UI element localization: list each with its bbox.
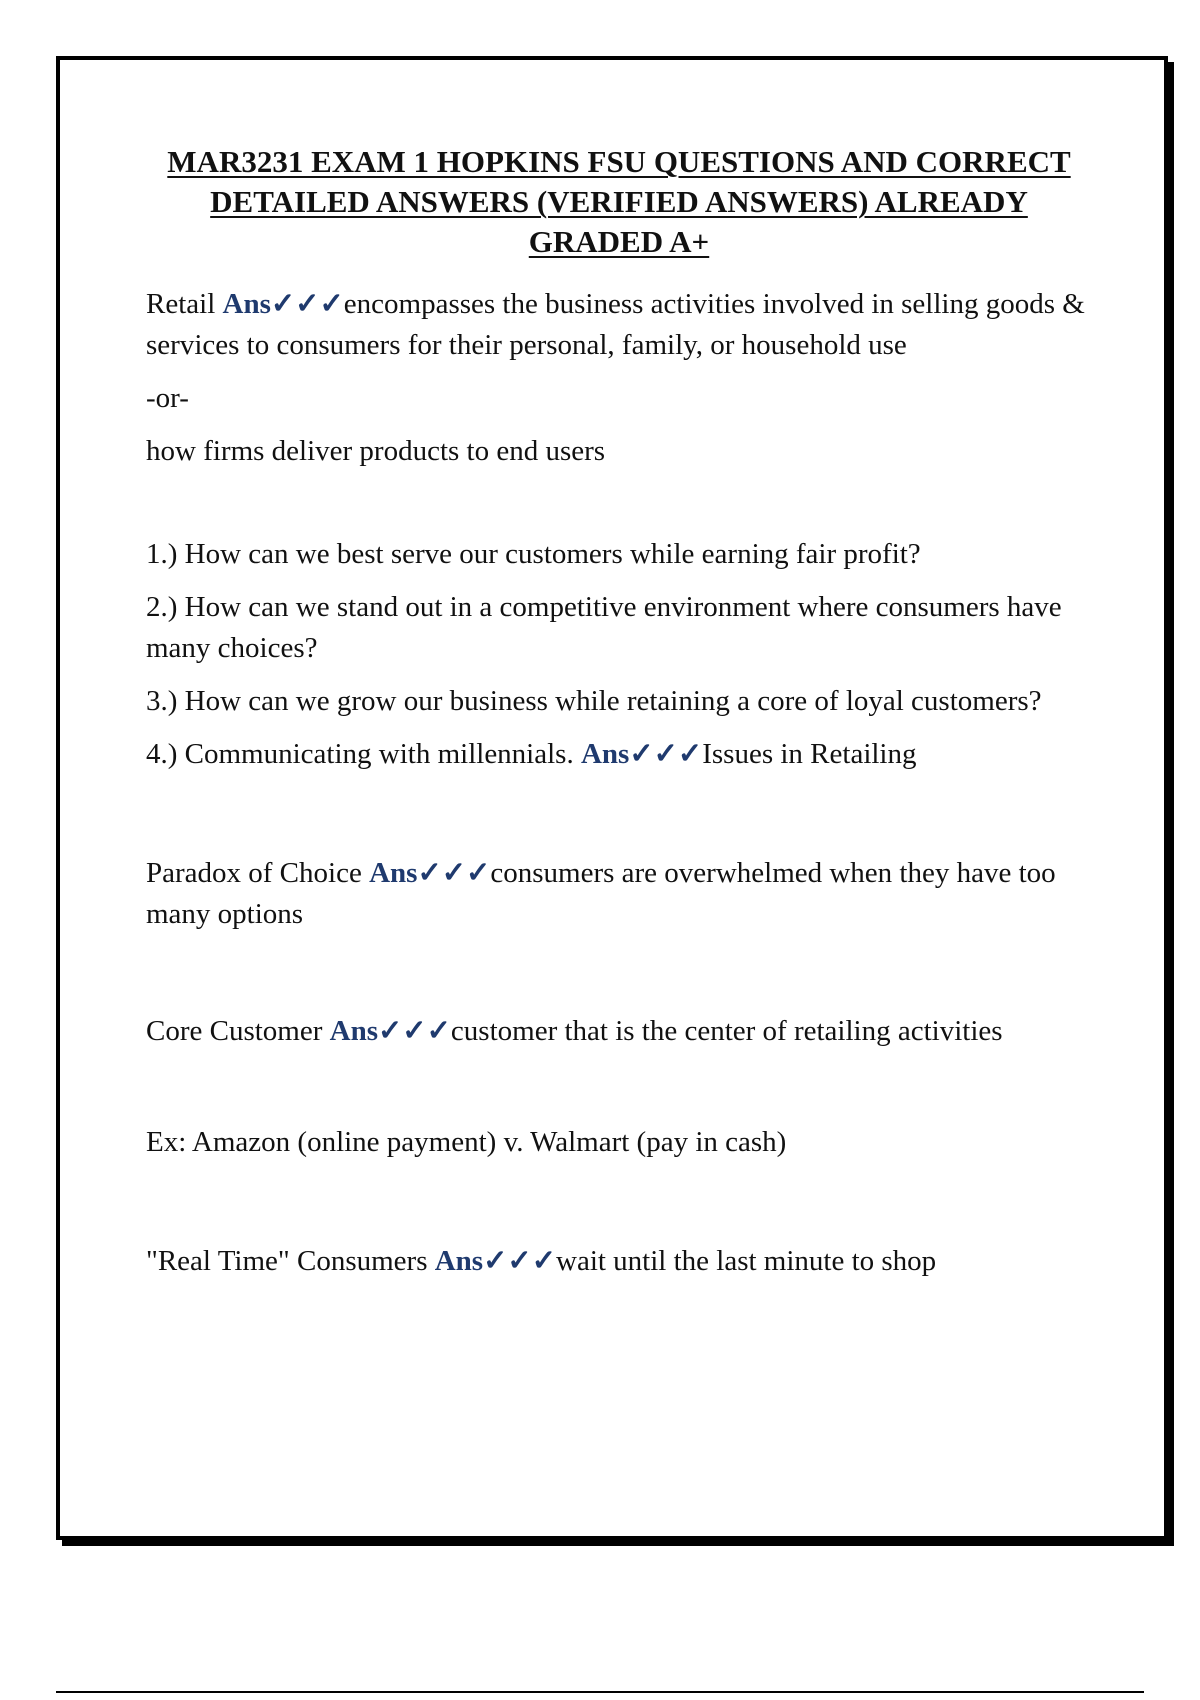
document-title (146, 142, 1092, 262)
entry-real-time-consumers (146, 1241, 1092, 1282)
entry-core-customer (146, 1011, 1092, 1052)
definition-real-time-consumers: wait until the last minute to shop (556, 1245, 937, 1277)
definition-core-customer: customer that is the center of retailing activities (450, 1015, 1003, 1047)
document-content (146, 142, 1092, 1282)
definition-paradox-of-choice: consumers are overwhelmed when they have too many options (146, 857, 1056, 930)
question-1: 1.) How can we best serve our customers while earning fair profit? (146, 538, 921, 570)
ans-marker: Ans✓✓✓ (434, 1245, 556, 1277)
entry-retail (146, 284, 1092, 366)
retail-alternate-definition: how firms deliver products to end users (146, 435, 606, 467)
ans-marker: Ans✓✓✓ (580, 738, 703, 770)
ans-marker: Ans✓✓✓ (369, 857, 491, 889)
title-line-2: DETAILED ANSWERS (VERIFIED ANSWERS) ALREADY (210, 184, 1028, 219)
ans-marker: Ans✓✓✓ (222, 288, 344, 320)
title-line-1: MAR3231 EXAM 1 HOPKINS FSU QUESTIONS AND CORRECT (167, 144, 1071, 179)
definition-retail: encompasses the business activities involved in selling goods & services to consumers for their personal, family, or household use (146, 288, 1085, 361)
term-core-customer: Core Customer (146, 1015, 330, 1047)
term-retail: Retail (146, 288, 223, 320)
definition-issues: Issues in Retailing (702, 738, 917, 770)
term-real-time-consumers: "Real Time" Consumers (146, 1245, 435, 1277)
question-4: 4.) Communicating with millennials. (146, 738, 581, 770)
question-3: 3.) How can we grow our business while retaining a core of loyal customers? (146, 685, 1042, 717)
question-2: 2.) How can we stand out in a competitive environment where consumers have many choices? (146, 591, 1062, 664)
term-paradox-of-choice: Paradox of Choice (146, 857, 370, 889)
entry-paradox-of-choice (146, 853, 1092, 935)
or-separator: -or- (146, 382, 189, 414)
example-amazon-walmart: Ex: Amazon (online payment) v. Walmart (pay in cash) (146, 1126, 787, 1158)
footer-divider (56, 1691, 1144, 1693)
title-line-3: GRADED A+ (528, 224, 710, 259)
entry-issues-in-retailing (146, 734, 1092, 775)
ans-marker: Ans✓✓✓ (329, 1015, 451, 1047)
